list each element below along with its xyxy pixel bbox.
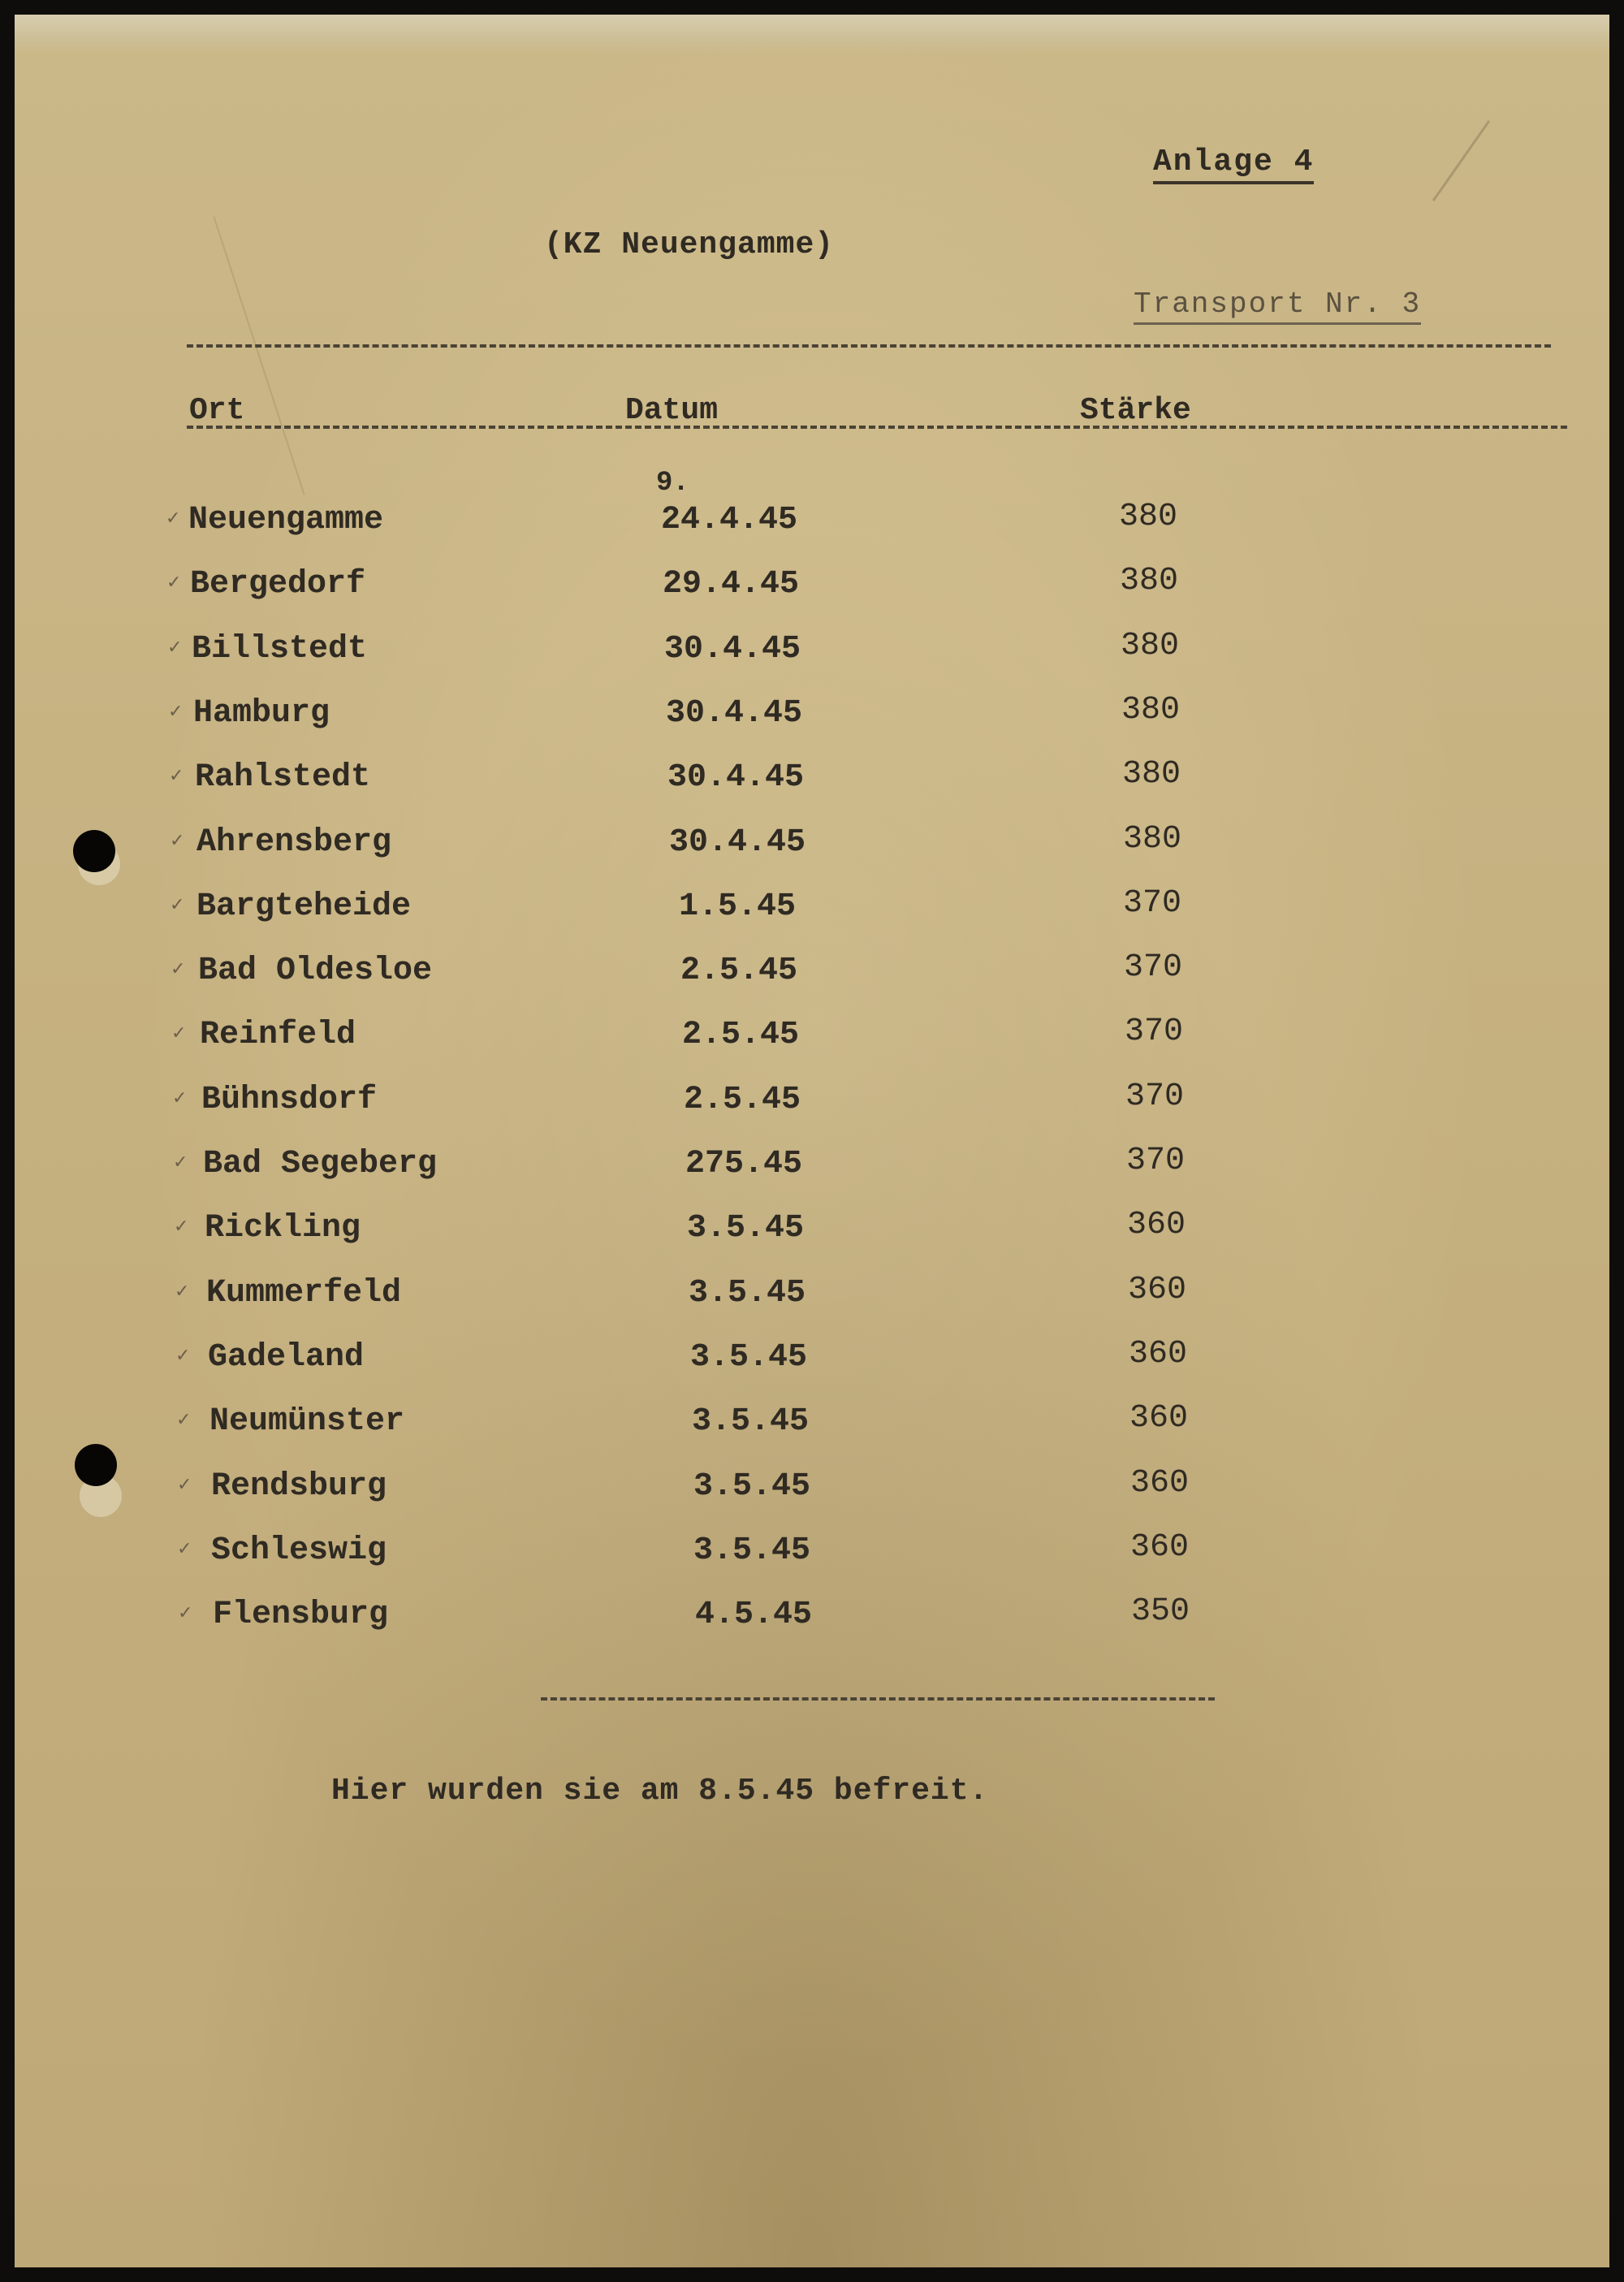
- cell-staerke: 380: [1122, 821, 1181, 858]
- cell-ort: Rendsburg: [211, 1468, 387, 1505]
- check-mark: ✓: [175, 1281, 190, 1302]
- cell-staerke: 370: [1125, 1078, 1184, 1115]
- punch-hole-top: [73, 830, 115, 872]
- column-header-staerke: Stärke: [1080, 393, 1191, 428]
- cell-datum: 275.45: [685, 1146, 803, 1182]
- cell-staerke: 370: [1125, 1143, 1185, 1179]
- cell-ort: Hamburg: [193, 695, 330, 732]
- liberation-note: Hier wurden sie am 8.5.45 befreit.: [331, 1774, 989, 1809]
- cell-datum: 2.5.45: [680, 953, 798, 989]
- check-mark: ✓: [169, 766, 184, 786]
- cell-staerke: 370: [1123, 949, 1182, 986]
- table-top-rule: [187, 344, 1551, 348]
- cell-datum: 3.5.45: [693, 1468, 811, 1505]
- cell-ort: Flensburg: [213, 1597, 389, 1633]
- cell-datum: 3.5.45: [693, 1532, 811, 1569]
- cell-ort: Gadeland: [208, 1339, 365, 1376]
- check-mark: ✓: [166, 573, 182, 593]
- cell-ort: Schleswig: [211, 1532, 387, 1569]
- cell-staerke: 380: [1119, 563, 1178, 599]
- check-mark: ✓: [173, 1152, 188, 1173]
- cell-datum: 2.5.45: [683, 1082, 801, 1118]
- check-mark: ✓: [177, 1539, 192, 1559]
- cell-ort: Bühnsdorf: [201, 1082, 378, 1118]
- cell-datum: 30.4.45: [668, 824, 806, 861]
- cell-datum: 4.5.45: [694, 1597, 813, 1633]
- cell-ort: Bergedorf: [190, 566, 366, 603]
- cell-staerke: 350: [1130, 1593, 1190, 1630]
- cell-ort: Rahlstedt: [195, 759, 371, 796]
- check-mark: ✓: [168, 702, 184, 722]
- camp-title: (KZ Neuengamme): [544, 227, 835, 262]
- check-mark: ✓: [172, 1088, 188, 1109]
- cell-staerke: 360: [1129, 1400, 1188, 1437]
- cell-datum: 30.4.45: [667, 759, 805, 796]
- cell-datum: 1.5.45: [678, 888, 797, 925]
- check-mark: ✓: [167, 637, 183, 658]
- paper-crease: [213, 217, 304, 495]
- cell-staerke: 360: [1127, 1272, 1186, 1308]
- column-header-datum: Datum: [625, 393, 719, 428]
- cell-staerke: 380: [1121, 756, 1181, 793]
- cell-datum: 3.5.45: [691, 1403, 810, 1440]
- cell-ort: Ahrensberg: [197, 824, 392, 861]
- cell-ort: Neuengamme: [188, 502, 384, 538]
- cell-ort: Kummerfeld: [206, 1275, 402, 1312]
- cell-datum: 30.4.45: [663, 631, 801, 668]
- cell-ort: Bad Segeberg: [203, 1146, 438, 1182]
- cell-staerke: 380: [1118, 499, 1177, 535]
- cell-staerke: 360: [1128, 1336, 1187, 1372]
- check-mark: ✓: [175, 1346, 191, 1366]
- cell-ort: Rickling: [205, 1210, 361, 1247]
- cell-datum: 2.5.45: [681, 1017, 800, 1053]
- cell-ort: Bad Oldesloe: [198, 953, 433, 989]
- cell-staerke: 360: [1129, 1465, 1189, 1502]
- cell-datum: 29.4.45: [662, 566, 800, 603]
- cell-ort: Billstedt: [192, 631, 368, 668]
- check-mark: ✓: [171, 1023, 187, 1044]
- cell-datum: 3.5.45: [689, 1339, 808, 1376]
- cell-staerke: 360: [1126, 1207, 1186, 1243]
- cell-staerke: 370: [1124, 1014, 1183, 1050]
- annex-label: Anlage 4: [1153, 145, 1314, 184]
- check-mark: ✓: [171, 959, 186, 979]
- punch-hole-bottom: [75, 1444, 117, 1486]
- cell-datum: 3.5.45: [686, 1210, 805, 1247]
- cell-ort: Reinfeld: [200, 1017, 356, 1053]
- cell-datum: 3.5.45: [688, 1275, 806, 1312]
- cell-staerke: 360: [1129, 1529, 1189, 1566]
- cell-ort: Neumünster: [209, 1403, 405, 1440]
- check-mark: ✓: [176, 1410, 192, 1430]
- cell-staerke: 370: [1122, 885, 1181, 922]
- table-header-rule: [187, 426, 1567, 429]
- cell-datum: 30.4.45: [665, 695, 803, 732]
- check-mark: ✓: [170, 831, 185, 851]
- cell-staerke: 380: [1120, 628, 1179, 664]
- column-header-ort: Ort: [189, 393, 245, 428]
- check-mark: ✓: [174, 1217, 189, 1237]
- check-mark: ✓: [170, 895, 185, 915]
- cell-ort: Bargteheide: [197, 888, 412, 925]
- check-mark: ✓: [177, 1475, 192, 1495]
- check-mark: ✓: [166, 508, 181, 529]
- cell-staerke: 380: [1121, 692, 1180, 728]
- check-mark: ✓: [178, 1603, 193, 1623]
- pen-mark: [1432, 120, 1490, 201]
- transport-number: Transport Nr. 3: [1134, 287, 1421, 325]
- closing-rule: [541, 1697, 1215, 1701]
- archival-document-page: [15, 15, 1609, 2267]
- cell-datum: 24.4.45: [660, 502, 798, 538]
- datum-correction: 9.: [656, 468, 689, 499]
